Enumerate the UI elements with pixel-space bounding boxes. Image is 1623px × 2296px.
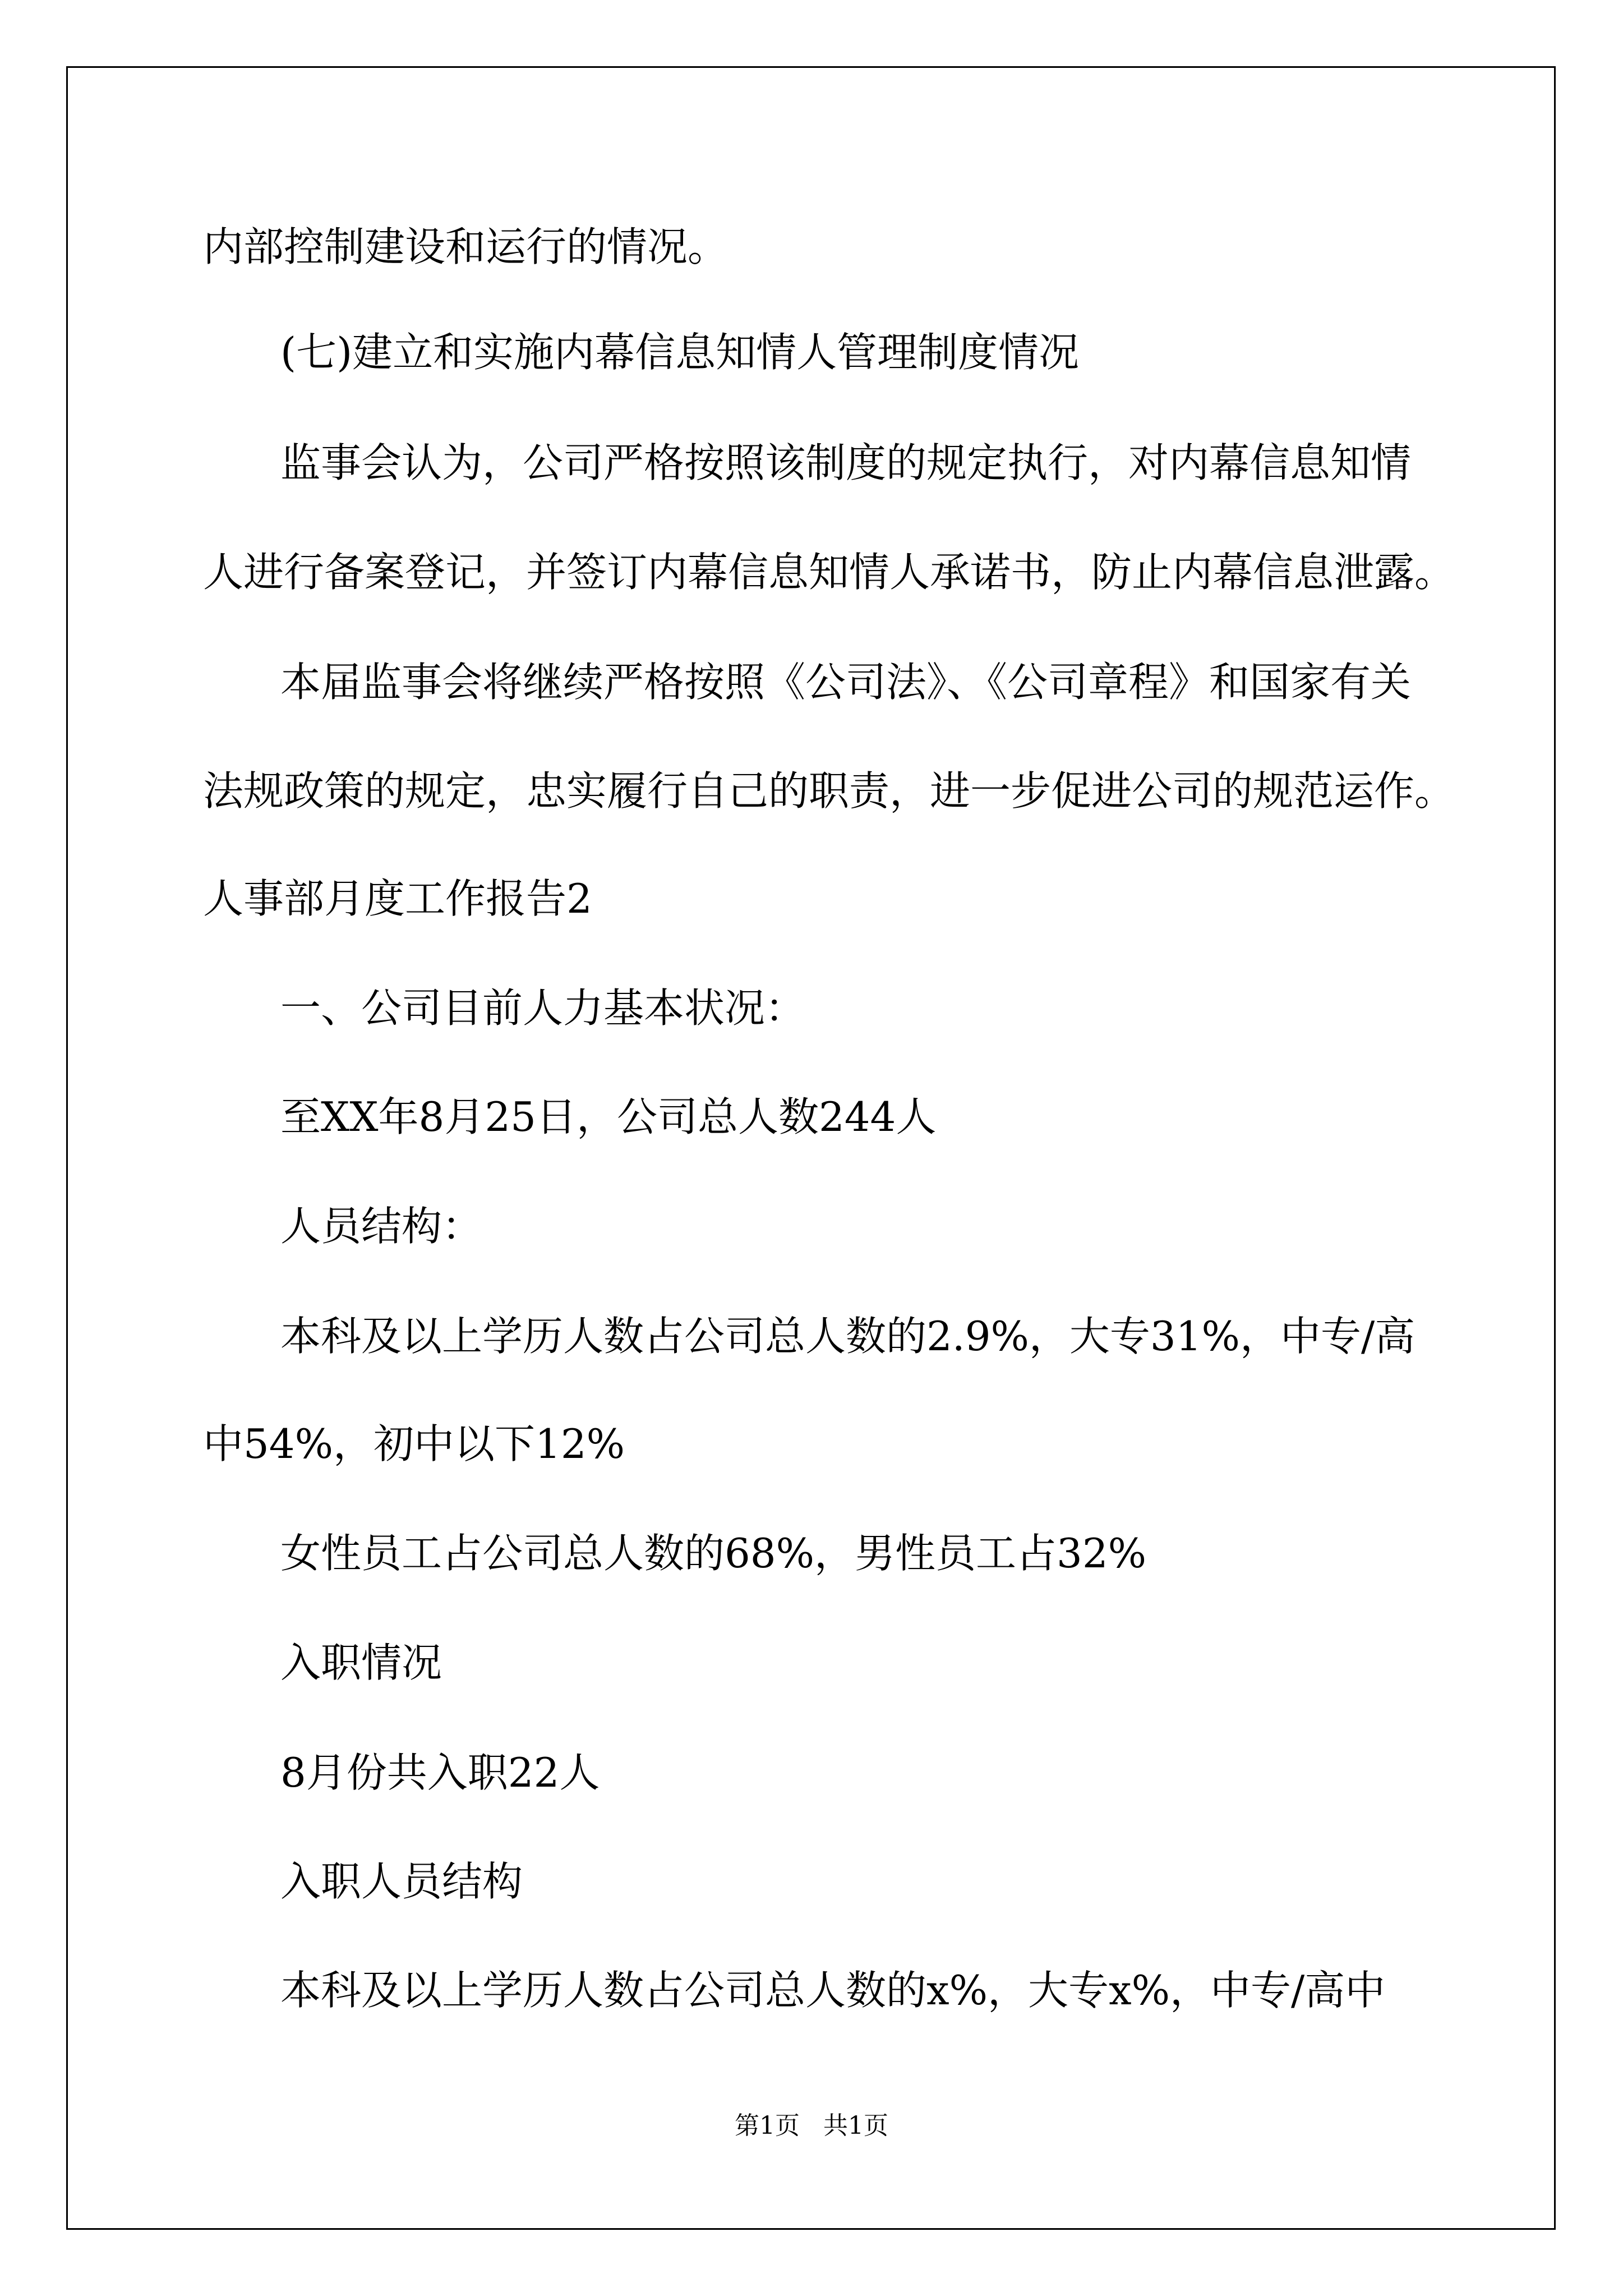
body-line: 至XX年8月25日，公司总人数244人 (280, 1093, 937, 1140)
body-line: 中54%，初中以下12% (203, 1420, 625, 1467)
section-heading: 人事部月度工作报告2 (203, 875, 592, 922)
page-footer: 第1页 共1页 (735, 2111, 888, 2140)
body-line: 人员结构： (280, 1203, 483, 1250)
body-line: 女性员工占公司总人数的68%，男性员工占32% (280, 1530, 1147, 1577)
body-line: 监事会认为，公司严格按照该制度的规定执行，对内幕信息知情 (280, 439, 1412, 486)
body-line: 入职情况 (280, 1639, 442, 1686)
body-line: 本届监事会将继续严格按照《公司法》、《公司章程》和国家有关 (280, 659, 1412, 706)
body-line: 本科及以上学历人数占公司总人数的x%，大专x%，中专/高中 (280, 1967, 1386, 2014)
body-line: (七)建立和实施内幕信息知情人管理制度情况 (280, 329, 1080, 376)
body-line: 一、公司目前人力基本状况： (280, 984, 806, 1032)
body-line: 入职人员结构 (280, 1858, 523, 1905)
body-line: 内部控制建设和运行的情况。 (203, 223, 728, 270)
body-line: 8月份共入职22人 (280, 1749, 600, 1796)
body-line: 本科及以上学历人数占公司总人数的2.9%，大专31%，中专/高 (280, 1313, 1415, 1360)
body-line: 人进行备案登记，并签订内幕信息知情人承诺书，防止内幕信息泄露。 (203, 549, 1455, 596)
body-line: 法规政策的规定，忠实履行自己的职责，进一步促进公司的规范运作。 (203, 767, 1455, 815)
